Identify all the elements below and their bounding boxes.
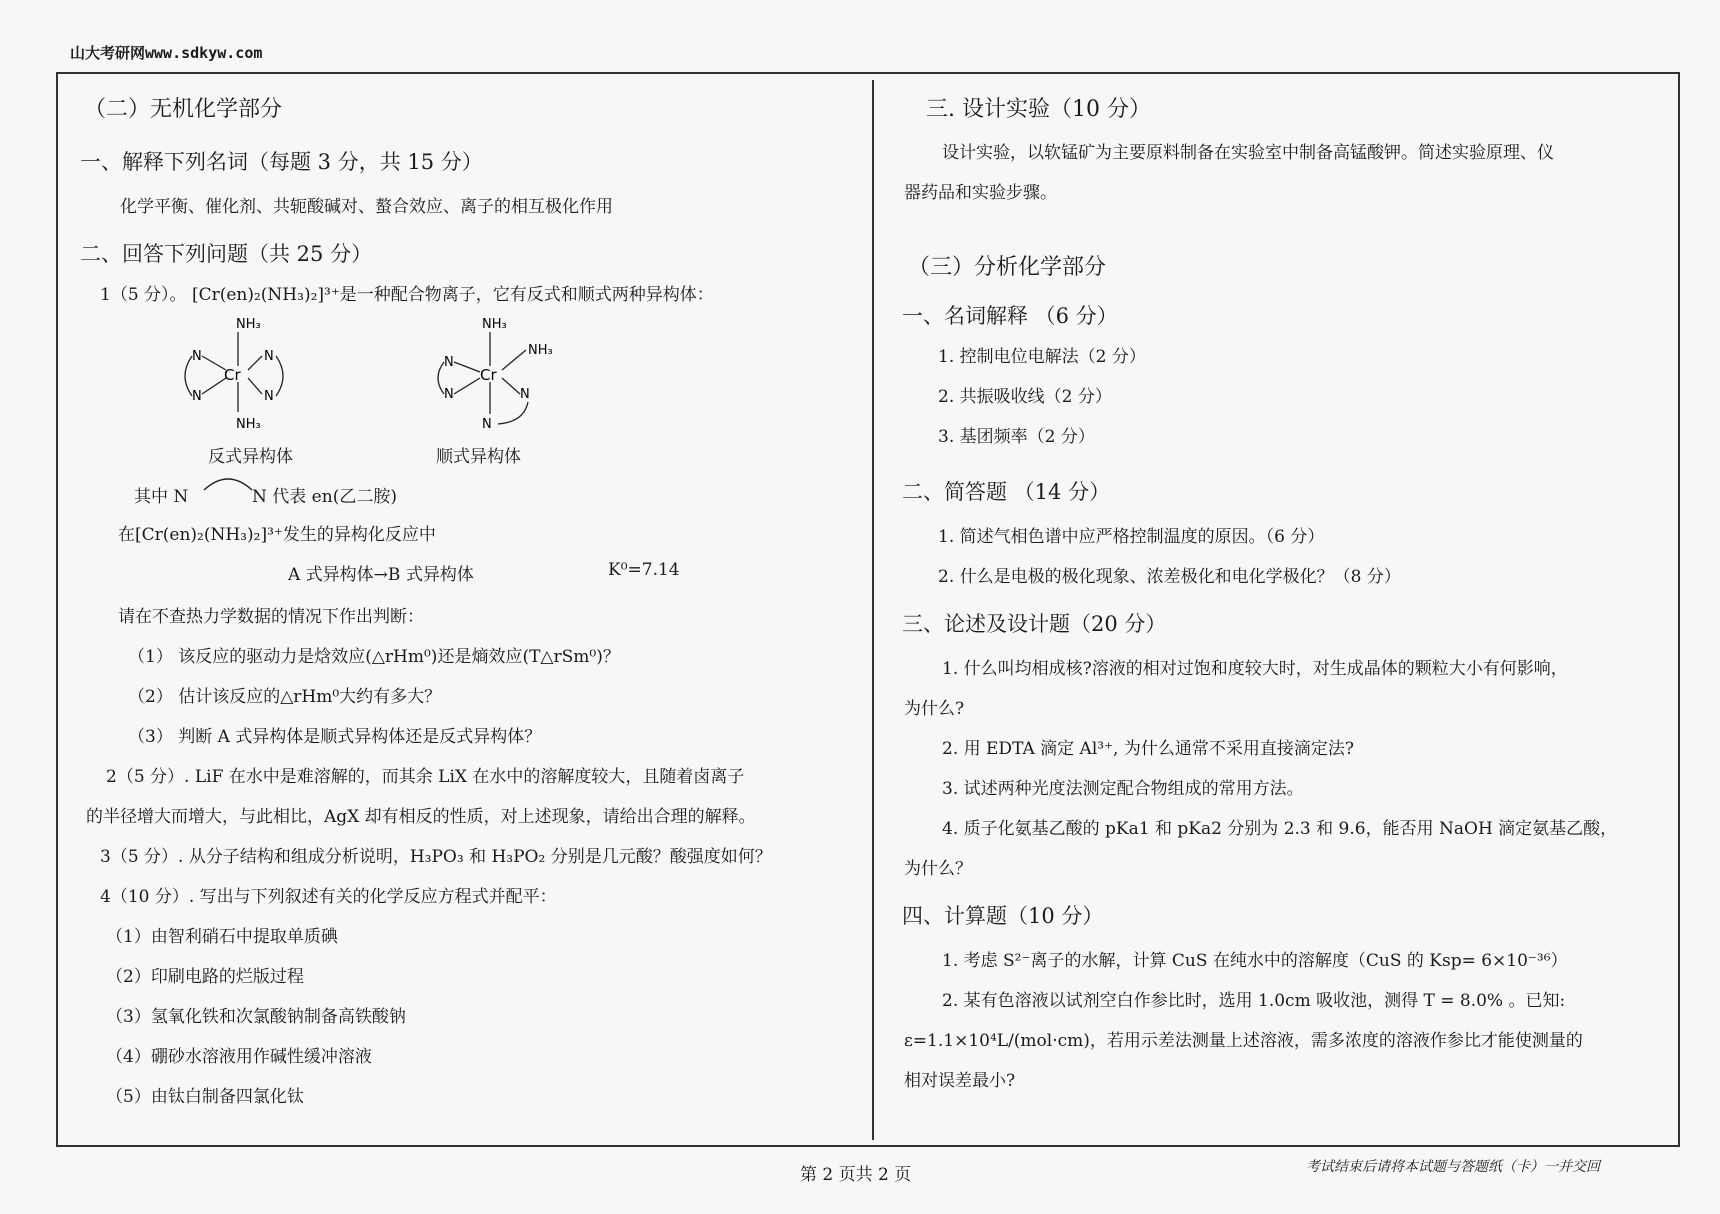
q4-item-2: （2）印刷电路的烂版过程 [106,967,304,987]
essay-q3: 3. 试述两种光度法测定配合物组成的常用方法。 [942,779,1304,799]
analytical-part1-title: 一、名词解释 （6 分） [902,304,1118,328]
judge-3: （3） 判断 A 式异构体是顺式异构体还是反式异构体？ [128,727,542,747]
isomerization-intro: 在[Cr(en)₂(NH₃)₂]³⁺发生的异构化反应中 [118,525,436,545]
term-item-1: 1. 控制电位电解法（2 分） [938,347,1146,367]
q2-line1: 2（5 分）. LiF 在水中是难溶解的，而其余 LiX 在水中的溶解度较大，且随着卤离子 [106,767,745,787]
term-item-3: 3. 基团频率（2 分） [938,427,1095,447]
cis-isomer-structure [432,314,582,432]
page-number: 第 2 页共 2 页 [800,1165,912,1185]
trans-isomer-structure [178,314,318,432]
q4-item-1: （1）由智利硝石中提取单质碘 [106,927,338,947]
isomerization-reaction: A 式异构体→B 式异构体 [288,565,474,585]
q4-intro: 4（10 分）. 写出与下列叙述有关的化学反应方程式并配平： [100,887,557,907]
design-line1: 设计实验，以软锰矿为主要原料制备在实验室中制备高锰酸钾。简述实验原理、仪 [942,143,1554,163]
essay-q1-line2: 为什么? [904,699,965,719]
q4-item-3: （3）氢氧化铁和次氯酸钠制备高铁酸钠 [106,1007,406,1027]
short-answer-2: 2. 什么是电极的极化现象、浓差极化和电化学极化？（8 分） [938,567,1401,587]
trans-cr: Cr [224,366,241,384]
trans-nh3-top: NH₃ [236,317,261,332]
trans-n-lr: N [264,389,274,404]
watermark: 山大考研网www.sdkyw.com [70,44,263,62]
calc-q1: 1. 考虑 S²⁻离子的水解，计算 CuS 在纯水中的溶解度（CuS 的 Ksp= 6×10⁻³⁶） [942,951,1568,971]
calc-q2-line2: ε=1.1×10⁴L/(mol·cm)，若用示差法测量上述溶液，需多浓度的溶液作参比才能使测量的 [904,1031,1583,1051]
analytical-part3-title: 三、论述及设计题（20 分） [902,612,1167,636]
q4-item-4: （4）硼砂水溶液用作碱性缓冲溶液 [106,1047,372,1067]
section-title-analytical: （三）分析化学部分 [908,255,1107,280]
cis-nh3-right: NH₃ [528,343,553,358]
analytical-part4-title: 四、计算题（10 分） [902,904,1104,928]
trans-n-ul: N [192,349,202,364]
cis-n-ll: N [444,387,454,402]
trans-label: 反式异构体 [208,447,293,467]
design-title: 三. 设计实验（10 分） [926,97,1151,122]
part1-title: 一、解释下列名词（每题 3 分，共 15 分） [80,150,483,174]
short-answer-1: 1. 简述气相色谱中应严格控制温度的原因。（6 分） [938,527,1325,547]
judge-1: （1） 该反应的驱动力是焓效应(△rHm⁰)还是熵效应(T△rSm⁰)？ [128,647,620,667]
essay-q4-line2: 为什么？ [904,859,972,879]
en-arc-icon [200,472,256,492]
part2-title: 二、回答下列问题（共 25 分） [80,242,373,266]
trans-nh3-bottom: NH₃ [236,417,261,432]
part1-terms: 化学平衡、催化剂、共轭酸碱对、螯合效应、离子的相互极化作用 [120,197,613,217]
essay-q1-line1: 1. 什么叫均相成核?溶液的相对过饱和度较大时，对生成晶体的颗粒大小有何影响， [942,659,1568,679]
footer-note: 考试结束后请将本试题与答题纸（卡）一并交回 [1306,1159,1600,1175]
column-divider [872,80,874,1140]
trans-n-ll: N [192,389,202,404]
calc-q2-line1: 2. 某有色溶液以试剂空白作参比时，选用 1.0cm 吸收池，测得 T = 8.0% 。已知: [942,991,1566,1011]
cis-n-lr: N [520,387,530,402]
cis-nh3-top: NH₃ [482,317,507,332]
cis-n-bottom: N [482,417,492,432]
en-note-prefix: 其中 N [134,487,189,507]
essay-q4-line1: 4. 质子化氨基乙酸的 pKa1 和 pKa2 分别为 2.3 和 9.6，能否用 NaOH 滴定氨基乙酸， [942,819,1618,839]
judge-intro: 请在不查热力学数据的情况下作出判断： [118,607,424,627]
q2-line2: 的半径增大而增大，与此相比，AgX 却有相反的性质，对上述现象，请给出合理的解释。 [86,807,756,827]
term-item-2: 2. 共振吸收线（2 分） [938,387,1112,407]
cis-cr: Cr [480,366,497,384]
q4-item-5: （5）由钛白制备四氯化钛 [106,1087,304,1107]
design-line2: 器药品和实验步骤。 [904,183,1057,203]
cis-label: 顺式异构体 [436,447,521,467]
calc-q2-line3: 相对误差最小? [904,1071,1016,1091]
trans-n-ur: N [264,349,274,364]
section-title-inorganic: （二）无机化学部分 [84,97,283,122]
en-note-suffix: N 代表 en(乙二胺) [252,487,397,507]
essay-q2: 2. 用 EDTA 滴定 Al³⁺, 为什么通常不采用直接滴定法? [942,739,1354,759]
analytical-part2-title: 二、简答题 （14 分） [902,480,1111,504]
q1-intro: 1（5 分）。 [Cr(en)₂(NH₃)₂]³⁺是一种配合物离子，它有反式和顺式两种异构体： [100,285,714,305]
cis-n-ul: N [444,355,454,370]
judge-2: （2） 估计该反应的△rHm⁰大约有多大？ [128,687,442,707]
equilibrium-constant: K⁰=7.14 [608,560,680,580]
q3: 3（5 分）. 从分子结构和组成分析说明，H₃PO₃ 和 H₃PO₂ 分别是几元酸？酸强度如何？ [100,847,772,867]
